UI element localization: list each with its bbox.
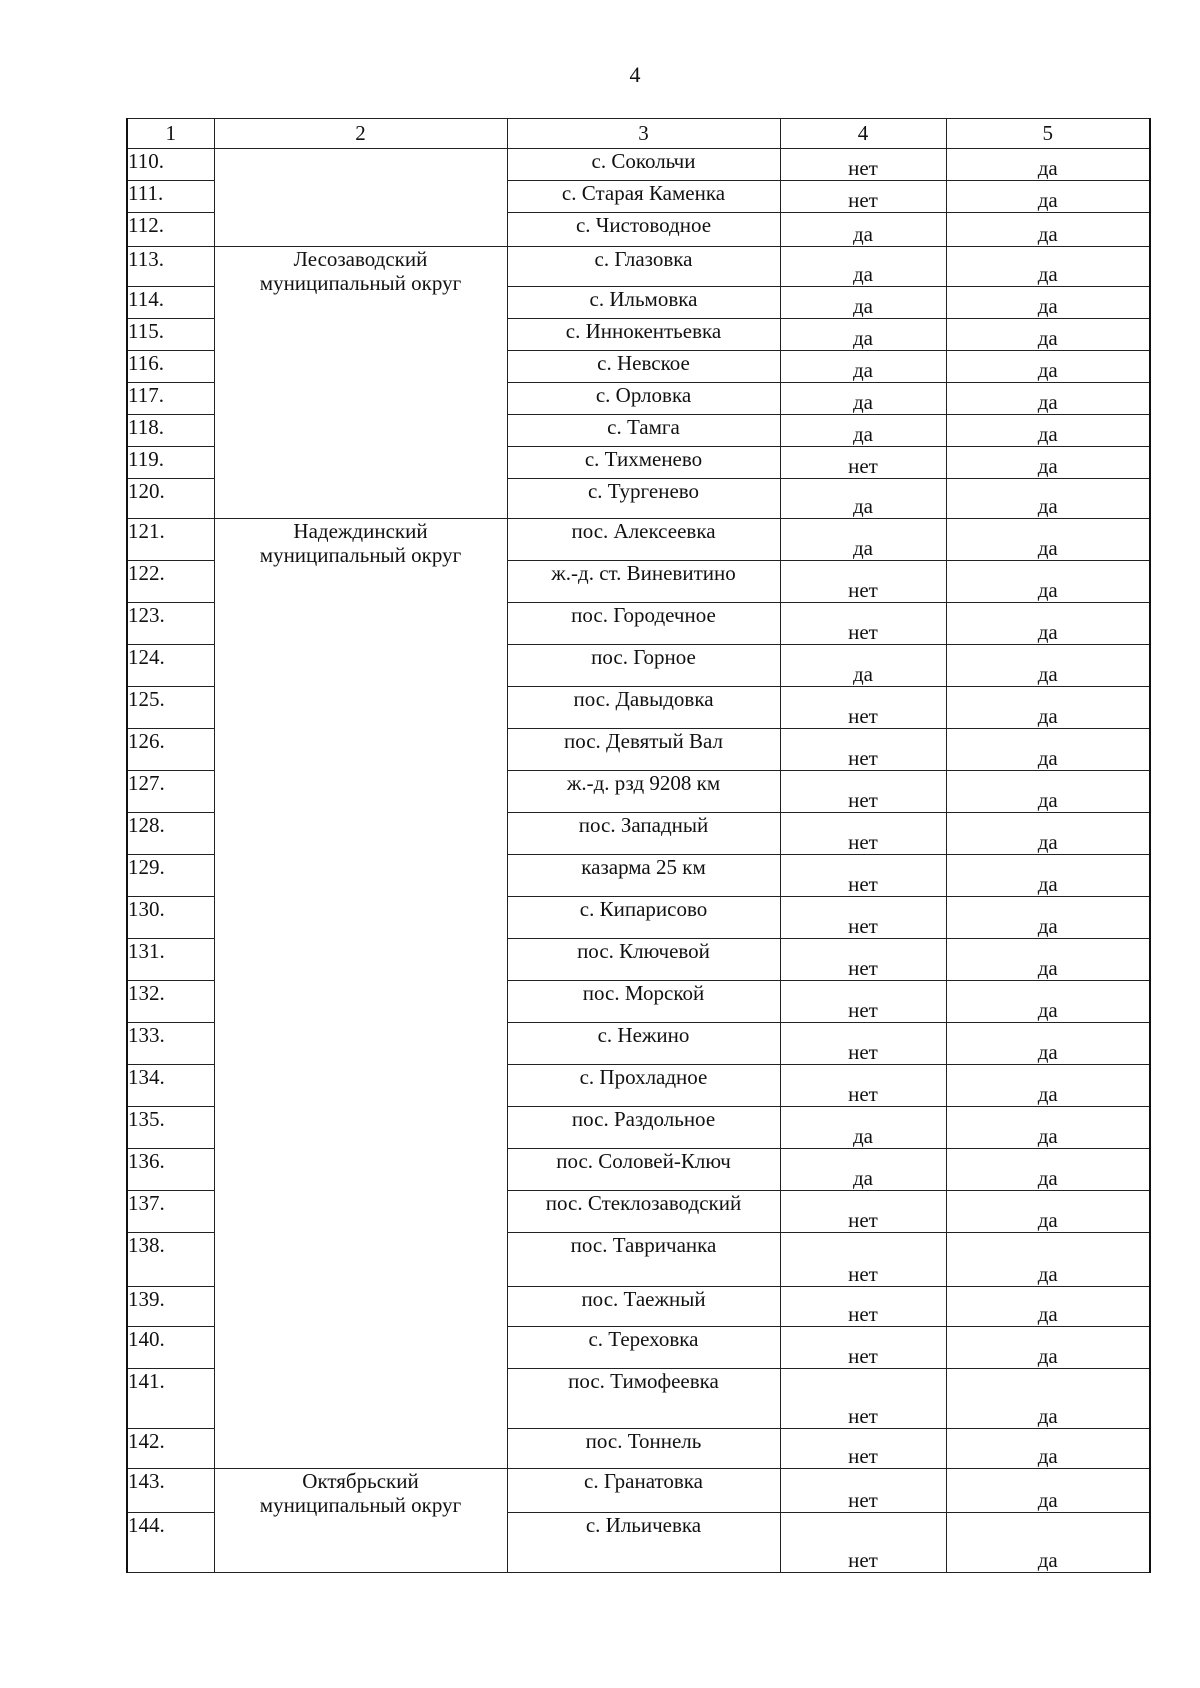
column-5-value: да [946, 1065, 1150, 1107]
column-4-value: да [780, 287, 946, 319]
settlement-name: пос. Тавричанка [507, 1233, 780, 1287]
district-name: Надеждинский [293, 519, 428, 543]
column-4-value: нет [780, 561, 946, 603]
settlement-name: ж.-д. рзд 9208 км [507, 771, 780, 813]
settlement-name: пос. Соловей-Ключ [507, 1149, 780, 1191]
row-number: 134. [127, 1065, 214, 1107]
row-number: 138. [127, 1233, 214, 1287]
row-number: 140. [127, 1327, 214, 1369]
settlement-name: с. Гранатовка [507, 1469, 780, 1513]
row-number: 144. [127, 1513, 214, 1573]
row-number: 110. [127, 149, 214, 181]
district-type: муниципальный округ [259, 1493, 462, 1518]
settlement-name: с. Тихменево [507, 447, 780, 479]
row-number: 137. [127, 1191, 214, 1233]
settlement-name: с. Чистоводное [507, 213, 780, 247]
column-5-value: да [946, 687, 1150, 729]
column-5-value: да [946, 213, 1150, 247]
column-5-value: да [946, 645, 1150, 687]
column-4-value: да [780, 213, 946, 247]
column-5-value: да [946, 247, 1150, 287]
column-4-value: да [780, 645, 946, 687]
column-4-value: да [780, 319, 946, 351]
column-4-value: да [780, 415, 946, 447]
column-5-value: да [946, 939, 1150, 981]
row-number: 139. [127, 1287, 214, 1327]
row-number: 135. [127, 1107, 214, 1149]
column-5-value: да [946, 519, 1150, 561]
table-row [127, 519, 1150, 561]
column-5-value: да [946, 1469, 1150, 1513]
row-number: 112. [127, 213, 214, 247]
column-5-value: да [946, 561, 1150, 603]
row-number: 119. [127, 447, 214, 479]
column-4-value: нет [780, 687, 946, 729]
row-number: 124. [127, 645, 214, 687]
column-5-value: да [946, 771, 1150, 813]
column-4-value: нет [780, 447, 946, 479]
column-4-value: нет [780, 939, 946, 981]
column-5-value: да [946, 1429, 1150, 1469]
settlement-name: пос. Алексеевка [507, 519, 780, 561]
row-number: 141. [127, 1369, 214, 1429]
column-4-value: нет [780, 1065, 946, 1107]
row-number: 136. [127, 1149, 214, 1191]
row-number: 131. [127, 939, 214, 981]
settlement-name: с. Тамга [507, 415, 780, 447]
column-5-value: да [946, 1233, 1150, 1287]
column-5-value: да [946, 729, 1150, 771]
column-4-value: нет [780, 181, 946, 213]
settlement-name: пос. Городечное [507, 603, 780, 645]
header-cell-2: 2 [214, 119, 507, 149]
column-4-value: да [780, 383, 946, 415]
settlements-table [126, 118, 1151, 1573]
settlement-name: с. Прохладное [507, 1065, 780, 1107]
settlement-name: с. Иннокентьевка [507, 319, 780, 351]
settlement-name: казарма 25 км [507, 855, 780, 897]
column-5-value: да [946, 1327, 1150, 1369]
row-number: 132. [127, 981, 214, 1023]
column-4-value: да [780, 247, 946, 287]
row-number: 114. [127, 287, 214, 319]
row-number: 113. [127, 247, 214, 287]
column-5-value: да [946, 1149, 1150, 1191]
column-5-value: да [946, 319, 1150, 351]
column-4-value: нет [780, 1327, 946, 1369]
settlement-name: с. Нежино [507, 1023, 780, 1065]
district-type: муниципальный округ [259, 271, 462, 296]
header-cell-1: 1 [127, 119, 214, 149]
row-number: 143. [127, 1469, 214, 1513]
settlement-name: пос. Западный [507, 813, 780, 855]
column-5-value: да [946, 1513, 1150, 1573]
row-number: 111. [127, 181, 214, 213]
row-number: 122. [127, 561, 214, 603]
column-4-value: нет [780, 1023, 946, 1065]
district-name: Лесозаводский [293, 247, 428, 271]
column-5-value: да [946, 149, 1150, 181]
column-4-value: нет [780, 729, 946, 771]
row-number: 116. [127, 351, 214, 383]
column-4-value: нет [780, 1233, 946, 1287]
column-4-value: нет [780, 1429, 946, 1469]
column-5-value: да [946, 1191, 1150, 1233]
column-5-value: да [946, 813, 1150, 855]
column-4-value: нет [780, 1513, 946, 1573]
settlement-name: пос. Стеклозаводский [507, 1191, 780, 1233]
settlement-name: с. Сокольчи [507, 149, 780, 181]
column-5-value: да [946, 1369, 1150, 1429]
row-number: 127. [127, 771, 214, 813]
header-row [127, 119, 1150, 149]
column-5-value: да [946, 855, 1150, 897]
column-5-value: да [946, 1107, 1150, 1149]
district-type: муниципальный округ [259, 543, 462, 568]
settlement-name: пос. Раздольное [507, 1107, 780, 1149]
row-number: 117. [127, 383, 214, 415]
district-cell [214, 1469, 507, 1573]
column-5-value: да [946, 897, 1150, 939]
settlement-name: с. Орловка [507, 383, 780, 415]
column-5-value: да [946, 181, 1150, 213]
row-number: 142. [127, 1429, 214, 1469]
row-number: 130. [127, 897, 214, 939]
district-cell [214, 247, 507, 519]
column-5-value: да [946, 287, 1150, 319]
page-number: 4 [629, 62, 641, 87]
column-5-value: да [946, 383, 1150, 415]
table-row [127, 149, 1150, 181]
column-5-value: да [946, 981, 1150, 1023]
settlement-name: с. Тереховка [507, 1327, 780, 1369]
settlement-name: с. Ильичевка [507, 1513, 780, 1573]
column-5-value: да [946, 1023, 1150, 1065]
header-cell-5: 5 [946, 119, 1150, 149]
column-4-value: да [780, 519, 946, 561]
header-cell-4: 4 [780, 119, 946, 149]
column-4-value: нет [780, 1369, 946, 1429]
settlement-name: с. Старая Каменка [507, 181, 780, 213]
row-number: 128. [127, 813, 214, 855]
column-4-value: да [780, 1149, 946, 1191]
row-number: 133. [127, 1023, 214, 1065]
column-4-value: нет [780, 981, 946, 1023]
settlement-name: пос. Тимофеевка [507, 1369, 780, 1429]
column-5-value: да [946, 479, 1150, 519]
column-4-value: нет [780, 771, 946, 813]
district-cell [214, 519, 507, 1469]
settlement-name: пос. Девятый Вал [507, 729, 780, 771]
settlement-name: пос. Морской [507, 981, 780, 1023]
settlement-name: с. Невское [507, 351, 780, 383]
column-4-value: нет [780, 1287, 946, 1327]
settlement-name: с. Кипарисово [507, 897, 780, 939]
column-4-value: нет [780, 855, 946, 897]
row-number: 125. [127, 687, 214, 729]
column-4-value: нет [780, 1191, 946, 1233]
column-5-value: да [946, 1287, 1150, 1327]
column-5-value: да [946, 447, 1150, 479]
column-4-value: да [780, 1107, 946, 1149]
header-cell-3: 3 [507, 119, 780, 149]
district-name: Октябрьский [302, 1469, 419, 1493]
table-row [127, 1469, 1150, 1513]
column-4-value: нет [780, 149, 946, 181]
settlement-name: ж.-д. ст. Виневитино [507, 561, 780, 603]
column-4-value: нет [780, 1469, 946, 1513]
settlement-name: пос. Горное [507, 645, 780, 687]
row-number: 115. [127, 319, 214, 351]
column-4-value: да [780, 479, 946, 519]
settlement-name: пос. Таежный [507, 1287, 780, 1327]
column-4-value: нет [780, 603, 946, 645]
column-4-value: нет [780, 813, 946, 855]
row-number: 123. [127, 603, 214, 645]
settlement-name: с. Тургенево [507, 479, 780, 519]
row-number: 121. [127, 519, 214, 561]
row-number: 126. [127, 729, 214, 771]
settlement-name: пос. Давыдовка [507, 687, 780, 729]
column-4-value: нет [780, 897, 946, 939]
settlement-name: с. Ильмовка [507, 287, 780, 319]
settlement-name: пос. Тоннель [507, 1429, 780, 1469]
table-row [127, 247, 1150, 287]
district-cell [214, 149, 507, 247]
row-number: 129. [127, 855, 214, 897]
column-5-value: да [946, 603, 1150, 645]
settlement-name: с. Глазовка [507, 247, 780, 287]
column-5-value: да [946, 415, 1150, 447]
settlement-name: пос. Ключевой [507, 939, 780, 981]
row-number: 120. [127, 479, 214, 519]
column-5-value: да [946, 351, 1150, 383]
row-number: 118. [127, 415, 214, 447]
column-4-value: да [780, 351, 946, 383]
